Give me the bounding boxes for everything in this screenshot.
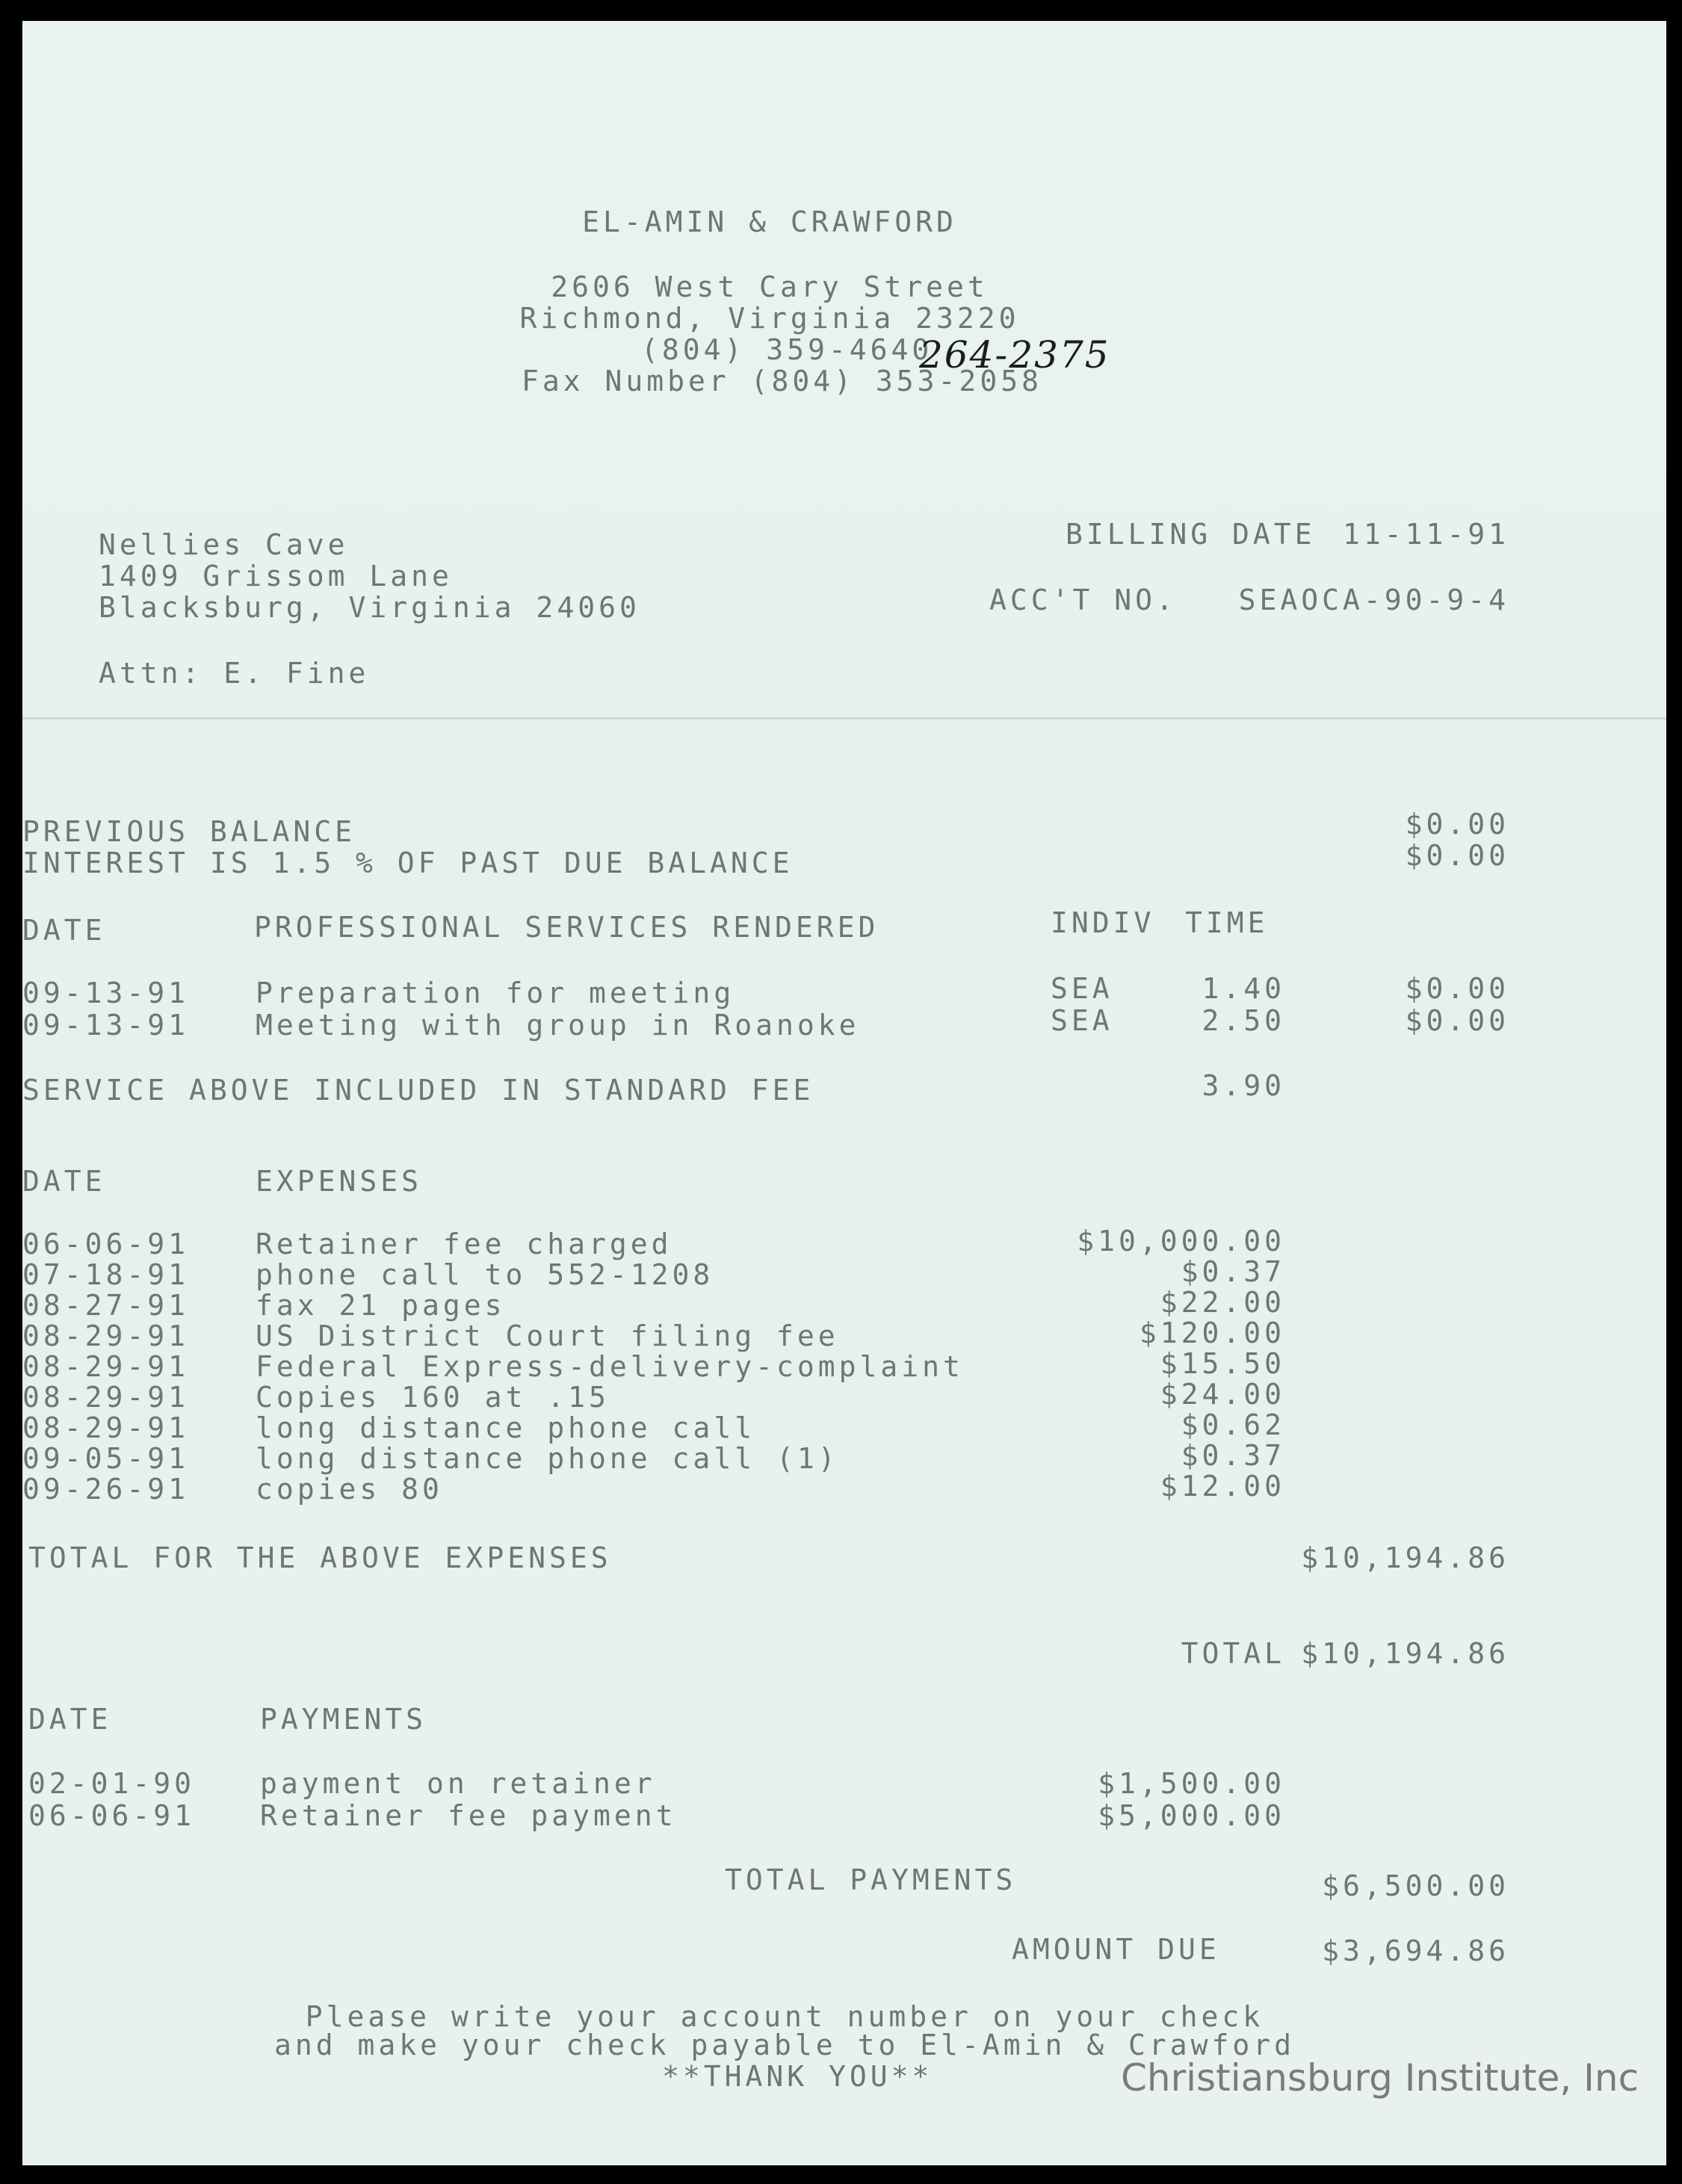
payment-row-desc: payment on retainer [260, 1767, 656, 1800]
expense-row-amount: $0.37 [1181, 1439, 1285, 1472]
payments-total-label: TOTAL PAYMENTS [725, 1863, 1017, 1896]
service-row-amount: $0.00 [1405, 1004, 1509, 1037]
thank-you: **THANK YOU** [662, 2060, 933, 2093]
billing-date-label: BILLING DATE [1066, 518, 1316, 551]
expense-row-desc: phone call to 552-1208 [256, 1258, 714, 1291]
expense-row-amount: $12.00 [1160, 1470, 1285, 1503]
firm-city: Richmond, Virginia 23220 [519, 302, 1020, 335]
billing-date: 11-11-91 [1342, 518, 1509, 551]
service-row-amount: $0.00 [1405, 972, 1509, 1005]
standard-fee-label: SERVICE ABOVE INCLUDED IN STANDARD FEE [22, 1074, 814, 1107]
payments-date-header: DATE [28, 1703, 112, 1736]
payment-row-amount: $1,500.00 [1098, 1767, 1285, 1800]
payment-row-desc: Retainer fee payment [260, 1799, 677, 1832]
expense-row-desc: long distance phone call [256, 1411, 756, 1444]
expense-row-amount: $22.00 [1160, 1286, 1285, 1319]
expense-row-amount: $15.50 [1160, 1347, 1285, 1380]
fold-crease [22, 717, 1666, 720]
previous-balance-label: PREVIOUS BALANCE [22, 815, 356, 848]
footer-line-1: Please write your account number on your check [305, 2000, 1264, 2033]
expense-row-desc: long distance phone call (1) [256, 1442, 839, 1475]
expense-row-date: 08-29-91 [22, 1411, 190, 1444]
invoice-sheet [22, 21, 1666, 2165]
firm-street: 2606 West Cary Street [551, 270, 989, 303]
client-city: Blacksburg, Virginia 24060 [99, 591, 640, 624]
expense-row-amount: $10,000.00 [1077, 1225, 1285, 1257]
service-row-time: 2.50 [1202, 1004, 1285, 1037]
expenses-total-value: $10,194.86 [1301, 1541, 1509, 1574]
amount-due-value: $3,694.86 [1322, 1934, 1509, 1967]
watermark: Christiansburg Institute, Inc [1121, 2056, 1639, 2100]
expenses-date-header: DATE [22, 1165, 106, 1198]
expense-row-date: 08-29-91 [22, 1381, 190, 1414]
footer-line-2: and make your check payable to El-Amin & Crawford [273, 2029, 1296, 2061]
expense-row-date: 08-27-91 [22, 1289, 190, 1322]
expense-row-amount: $0.62 [1181, 1408, 1285, 1441]
payments-desc-header: PAYMENTS [260, 1703, 427, 1736]
services-desc-header: PROFESSIONAL SERVICES RENDERED [254, 911, 879, 944]
expense-row-date: 09-26-91 [22, 1473, 190, 1506]
expense-row-amount: $24.00 [1160, 1378, 1285, 1411]
acct-label: ACC'T NO. [989, 584, 1177, 616]
expense-row-date: 09-05-91 [22, 1442, 190, 1475]
client-street: 1409 Grissom Lane [99, 560, 453, 593]
expense-row-desc: copies 80 [256, 1473, 443, 1506]
interest-label: INTEREST IS 1.5 % OF PAST DUE BALANCE [22, 847, 794, 879]
client-attn: Attn: E. Fine [99, 657, 370, 690]
expenses-desc-header: EXPENSES [256, 1165, 423, 1198]
amount-due-label: AMOUNT DUE [1012, 1933, 1220, 1966]
total-label: TOTAL [1181, 1637, 1285, 1670]
client-name: Nellies Cave [99, 528, 349, 561]
services-time-header: TIME [1185, 906, 1269, 939]
interest-value: $0.00 [1405, 839, 1509, 872]
expense-row-desc: fax 21 pages [256, 1289, 506, 1322]
expense-row-date: 07-18-91 [22, 1258, 190, 1291]
expense-row-desc: Federal Express-delivery-complaint [256, 1350, 964, 1383]
services-indiv-header: INDIV [1051, 906, 1155, 939]
payment-row-date: 02-01-90 [28, 1767, 196, 1800]
firm-phone: (804) 359-4640 [641, 333, 933, 366]
service-row-desc: Preparation for meeting [256, 977, 735, 1009]
service-row-desc: Meeting with group in Roanoke [256, 1009, 860, 1042]
expense-row-date: 06-06-91 [22, 1228, 190, 1260]
handwritten-phone: 264-2375 [919, 333, 1110, 377]
service-row-indiv: SEA [1051, 972, 1113, 1005]
service-row-time: 1.40 [1202, 972, 1285, 1005]
expense-row-amount: $120.00 [1139, 1317, 1285, 1349]
standard-fee-time: 3.90 [1202, 1069, 1285, 1102]
payments-total-value: $6,500.00 [1322, 1869, 1509, 1902]
total-value: $10,194.86 [1301, 1637, 1509, 1670]
expense-row-desc: Copies 160 at .15 [256, 1381, 610, 1414]
acct-number: SEAOCA-90-9-4 [1238, 584, 1509, 616]
expense-row-desc: Retainer fee charged [256, 1228, 673, 1260]
firm-name: EL-AMIN & CRAWFORD [582, 205, 957, 238]
service-row-indiv: SEA [1051, 1004, 1113, 1037]
firm-fax: Fax Number (804) 353-2058 [522, 365, 1042, 397]
expense-row-date: 08-29-91 [22, 1320, 190, 1352]
expense-row-date: 08-29-91 [22, 1350, 190, 1383]
previous-balance-value: $0.00 [1405, 808, 1509, 841]
service-row-date: 09-13-91 [22, 1009, 190, 1042]
service-row-date: 09-13-91 [22, 977, 190, 1009]
expense-row-desc: US District Court filing fee [256, 1320, 839, 1352]
expense-row-amount: $0.37 [1181, 1255, 1285, 1288]
expenses-total-label: TOTAL FOR THE ABOVE EXPENSES [28, 1541, 612, 1574]
services-date-header: DATE [22, 914, 106, 947]
payment-row-amount: $5,000.00 [1098, 1799, 1285, 1832]
payment-row-date: 06-06-91 [28, 1799, 196, 1832]
